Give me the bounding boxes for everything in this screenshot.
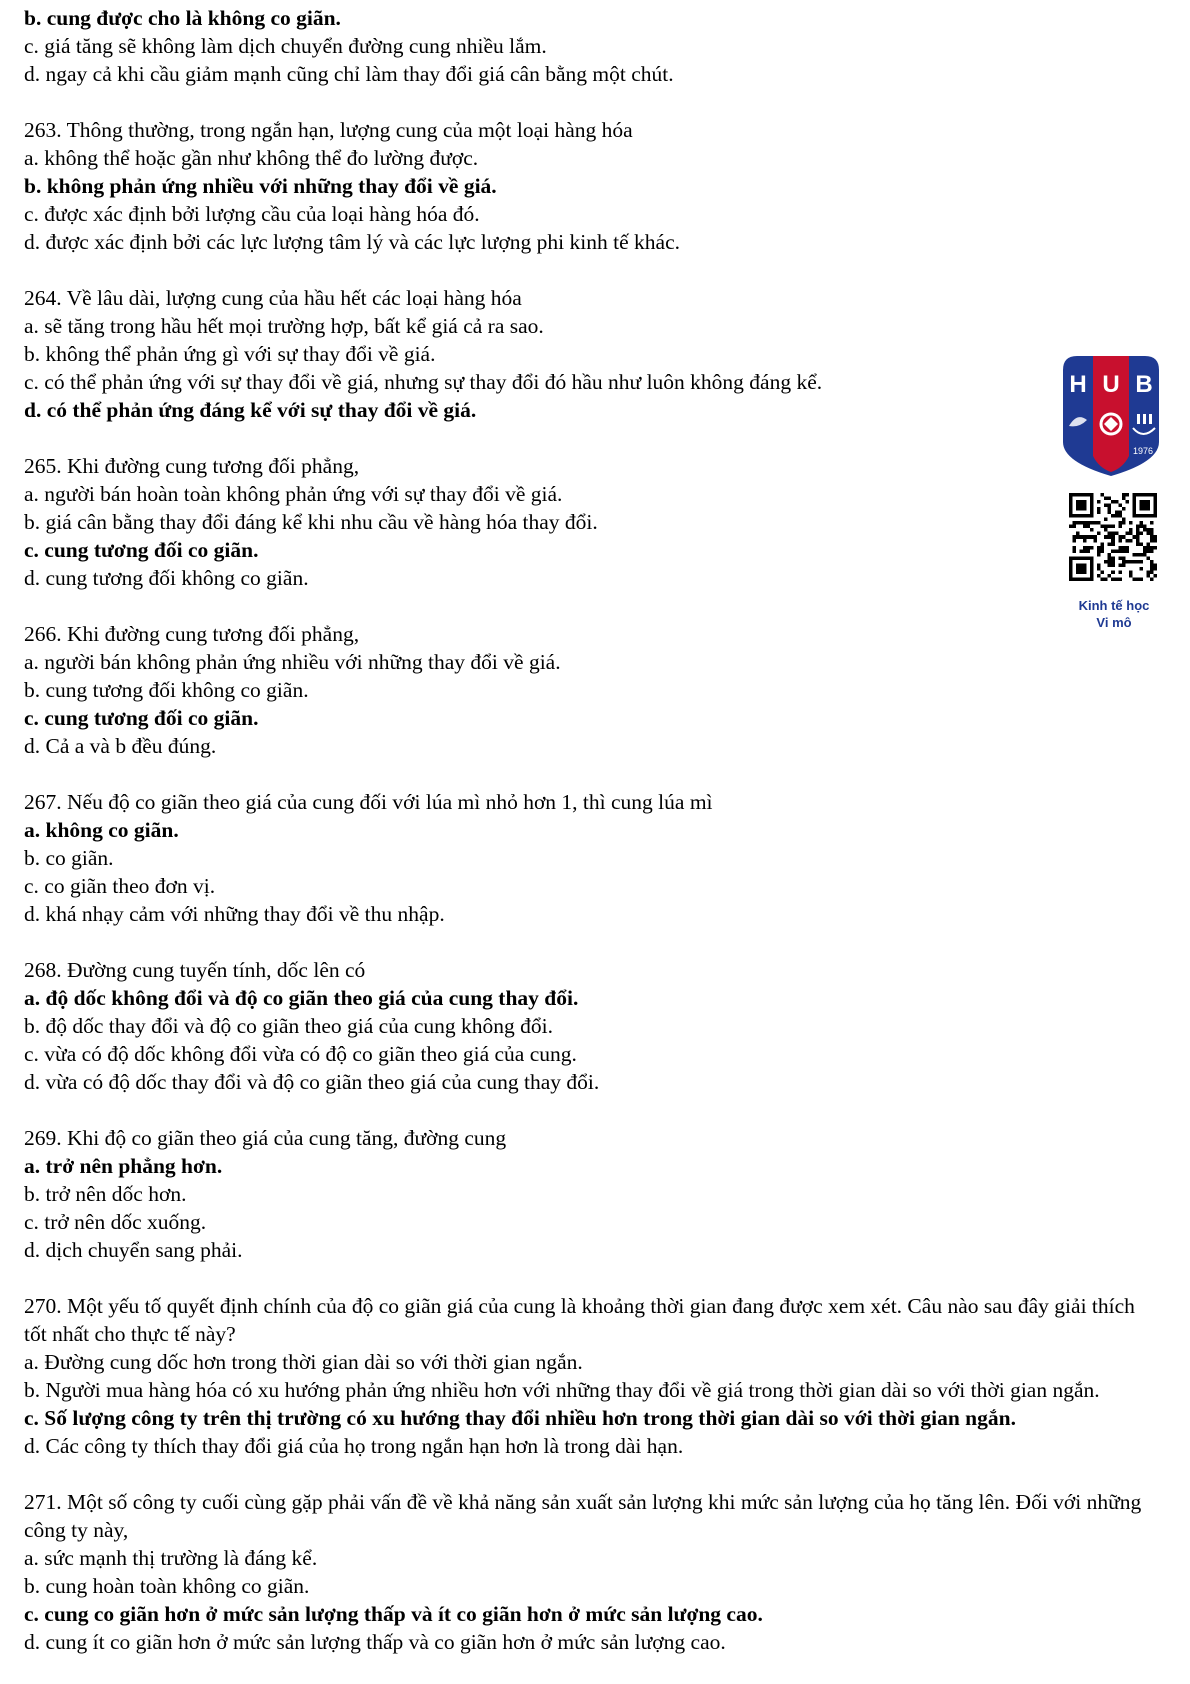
question-stem: 269. Khi độ co giãn theo giá của cung tăng, đường cung [24,1126,507,1150]
answer-option: b. trở nên dốc hơn. [24,1182,187,1206]
question-block [24,788,1154,928]
answer-option: d. Cả a và b đều đúng. [24,734,217,758]
question-block [24,284,1154,424]
correct-answer-option: d. có thể phản ứng đáng kể với sự thay đổi về giá. [24,398,477,422]
answer-option: d. cung tương đối không co giãn. [24,566,309,590]
answer-option: b. cung tương đối không co giãn. [24,678,309,702]
answer-option: c. giá tăng sẽ không làm dịch chuyển đường cung nhiều lắm. [24,34,547,58]
correct-answer-option: c. cung tương đối co giãn. [24,706,259,730]
answer-option: c. vừa có độ dốc không đổi vừa có độ co giãn theo giá của cung. [24,1042,577,1066]
question-stem: 265. Khi đường cung tương đối phẳng, [24,454,360,478]
logo-year: 1976 [1132,446,1154,456]
answer-option: b. cung được cho là không co giãn. [24,6,341,30]
correct-answer-option: a. độ dốc không đổi và độ co giãn theo giá của cung thay đổi. [24,986,579,1010]
answer-option: a. Đường cung dốc hơn trong thời gian dài so với thời gian ngắn. [24,1350,583,1374]
logo-letter-u: U [1102,371,1120,398]
answer-option: b. không thể phản ứng gì với sự thay đổi về giá. [24,342,436,366]
answer-option: d. Các công ty thích thay đổi giá của họ trong ngắn hạn hơn là trong dài hạn. [24,1434,684,1458]
correct-answer-option: c. Số lượng công ty trên thị trường có xu hướng thay đổi nhiều hơn trong thời gian dài so với thời gian ngắn. [24,1406,1016,1430]
answer-option: d. được xác định bởi các lực lượng tâm lý và các lực lượng phi kinh tế khác. [24,230,680,254]
question-block [24,956,1154,1096]
question-block [24,620,1154,760]
answer-option: b. Người mua hàng hóa có xu hướng phản ứng nhiều hơn với những thay đổi về giá trong thời gian dài so với thời gian ngắn. [24,1378,1100,1402]
course-label [1060,597,1168,631]
question-stem: 268. Đường cung tuyến tính, dốc lên có [24,958,366,982]
question-block [24,4,1154,88]
answer-option: c. được xác định bởi lượng cầu của loại hàng hóa đó. [24,202,480,226]
question-block [24,116,1154,256]
answer-option: d. khá nhạy cảm với những thay đổi về thu nhập. [24,902,445,926]
correct-answer-option: b. không phản ứng nhiều với những thay đổi về giá. [24,174,497,198]
question-block [24,1488,1154,1656]
answer-option: b. co giãn. [24,846,114,870]
correct-answer-option: a. trở nên phẳng hơn. [24,1154,223,1178]
answer-option: a. người bán không phản ứng nhiều với những thay đổi về giá. [24,650,561,674]
question-stem: 266. Khi đường cung tương đối phẳng, [24,622,360,646]
answer-option: d. dịch chuyển sang phải. [24,1238,243,1262]
answer-option: c. trở nên dốc xuống. [24,1210,207,1234]
qr-code-icon [1069,493,1157,581]
question-stem: 271. Một số công ty cuối cùng gặp phải vấn đề về khả năng sản xuất sản lượng khi mức sản lượng của họ tăng lên. Đối với những công ty này, [24,1490,1142,1542]
question-stem: 267. Nếu độ co giãn theo giá của cung đối với lúa mì nhỏ hơn 1, thì cung lúa mì [24,790,713,814]
answer-option: d. cung ít co giãn hơn ở mức sản lượng thấp và co giãn hơn ở mức sản lượng cao. [24,1630,726,1654]
answer-option: a. người bán hoàn toàn không phản ứng với sự thay đổi về giá. [24,482,563,506]
logo-letter-b: B [1135,371,1153,398]
question-stem: 263. Thông thường, trong ngắn hạn, lượng cung của một loại hàng hóa [24,118,633,142]
correct-answer-option: c. cung co giãn hơn ở mức sản lượng thấp và ít co giãn hơn ở mức sản lượng cao. [24,1602,763,1626]
correct-answer-option: c. cung tương đối co giãn. [24,538,259,562]
answer-option: c. có thể phản ứng với sự thay đổi về giá, nhưng sự thay đổi đó hầu như luôn không đáng kể. [24,370,823,394]
answer-option: b. độ dốc thay đổi và độ co giãn theo giá của cung không đổi. [24,1014,554,1038]
answer-option: c. co giãn theo đơn vị. [24,874,216,898]
course-label-line1: Kinh tế học [1078,598,1150,613]
answer-option: a. không thể hoặc gần như không thể đo lường được. [24,146,479,170]
answer-option: b. giá cân bằng thay đổi đáng kể khi nhu cầu về hàng hóa thay đổi. [24,510,598,534]
answer-option: d. vừa có độ dốc thay đổi và độ co giãn theo giá của cung thay đổi. [24,1070,600,1094]
answer-option: d. ngay cả khi cầu giảm mạnh cũng chỉ làm thay đổi giá cân bằng một chút. [24,62,674,86]
question-stem: 264. Về lâu dài, lượng cung của hầu hết các loại hàng hóa [24,286,522,310]
correct-answer-option: a. không co giãn. [24,818,179,842]
hub-logo-icon [1063,356,1159,476]
answer-option: a. sẽ tăng trong hầu hết mọi trường hợp, bất kể giá cả ra sao. [24,314,544,338]
question-block [24,1124,1154,1264]
logo-letter-h: H [1069,371,1087,398]
question-block [24,452,1154,592]
answer-option: a. sức mạnh thị trường là đáng kể. [24,1546,318,1570]
document-body [24,4,1154,1656]
course-label-line2: Vi mô [1096,615,1132,630]
question-stem: 270. Một yếu tố quyết định chính của độ co giãn giá của cung là khoảng thời gian đang được xem xét. Câu nào sau đây giải thích tốt nhất cho thực tế này? [24,1294,1135,1346]
question-block [24,1292,1154,1460]
answer-option: b. cung hoàn toàn không co giãn. [24,1574,310,1598]
